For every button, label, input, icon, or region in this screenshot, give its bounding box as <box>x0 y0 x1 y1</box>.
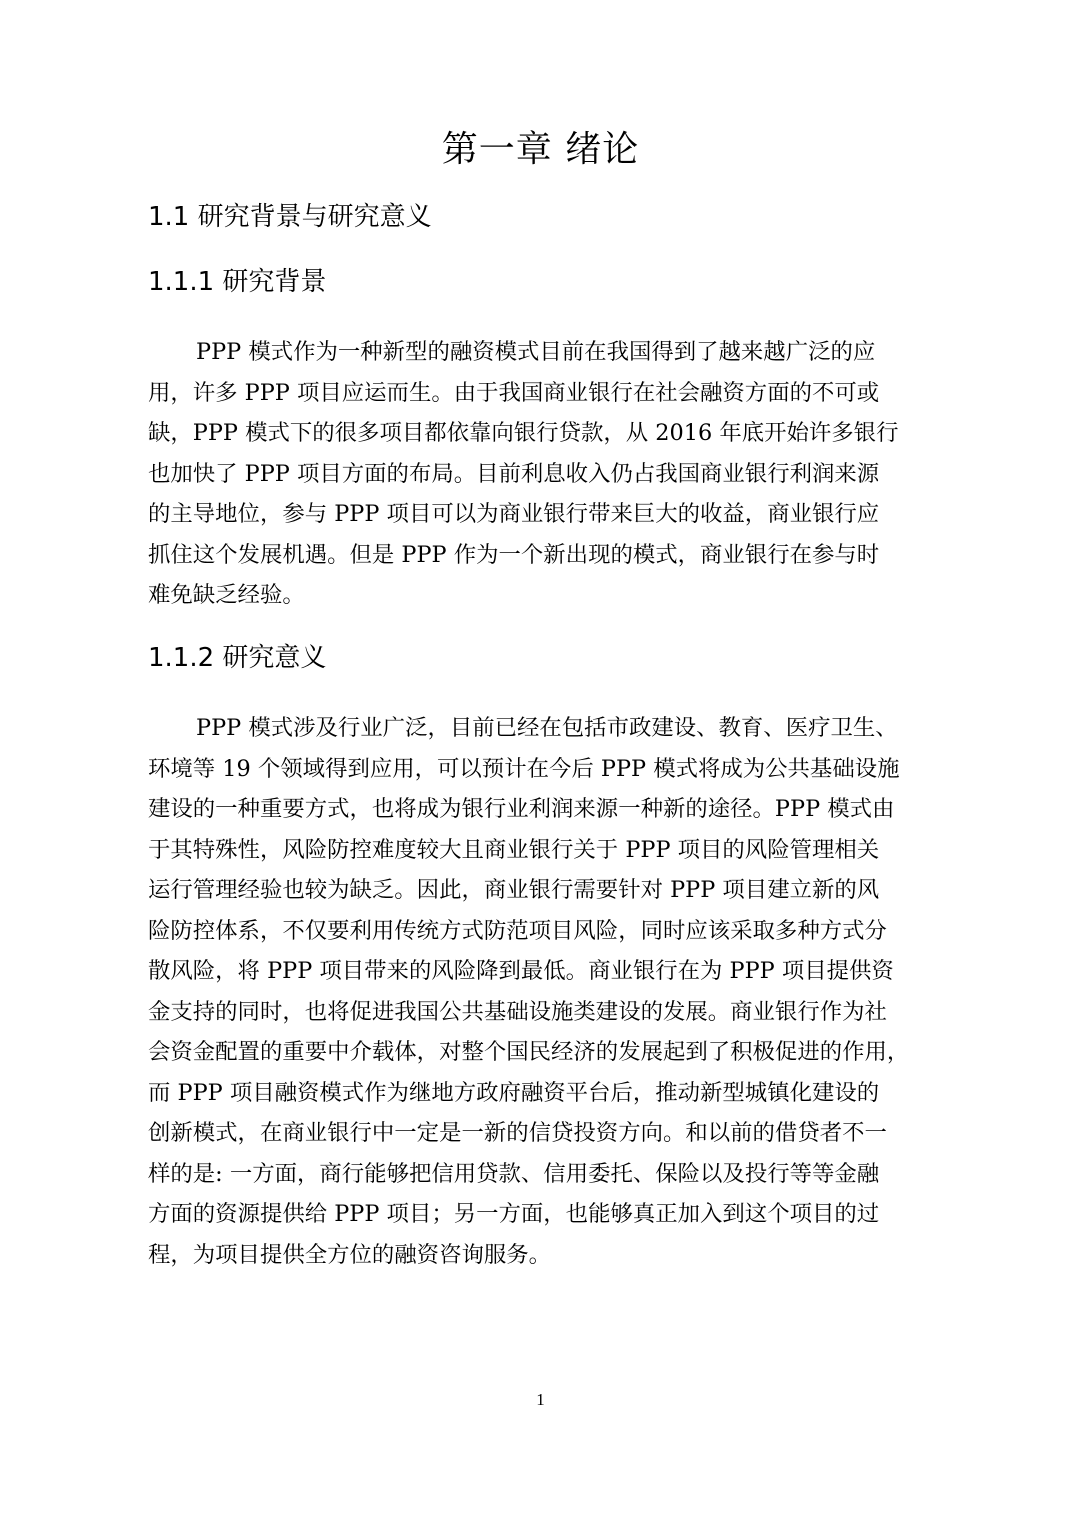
paragraph-line: 的主导地位，参与 PPP 项目可以为商业银行带来巨大的收益，商业银行应 <box>148 501 880 527</box>
chapter-title: 第一章 绪论 <box>441 129 640 170</box>
paragraph-line: 程，为项目提供全方位的融资咨询服务。 <box>148 1241 552 1268</box>
paragraph-line: 金支持的同时，也将促进我国公共基础设施类建设的发展。商业银行作为社 <box>148 998 887 1025</box>
paragraph-line: 运行管理经验也较为缺乏。因此，商业银行需要针对 PPP 项目建立新的风 <box>148 877 880 903</box>
paragraph-research-background <box>148 332 968 616</box>
paragraph-line: 用，许多 PPP 项目应运而生。由于我国商业银行在社会融资方面的不可或 <box>148 379 880 406</box>
paragraph-line: 于其特殊性，风险防控难度较大且商业银行关于 PPP 项目的风险管理相关 <box>148 836 880 863</box>
paragraph-line: 缺，PPP 模式下的很多项目都依靠向银行贷款，从 2016 年底开始许多银行 <box>148 420 899 446</box>
section-heading-1-1: 1.1 研究背景与研究意义 <box>148 202 432 232</box>
paragraph-line: 创新模式，在商业银行中一定是一新的信贷投资方向。和以前的借贷者不一 <box>148 1120 887 1146</box>
section-heading-1-1-2: 1.1.2 研究意义 <box>148 643 327 673</box>
paragraph-line: 环境等 19 个领域得到应用，可以预计在今后 PPP 模式将成为公共基础设施 <box>148 755 900 782</box>
paragraph-line: 也加快了 PPP 项目方面的布局。目前利息收入仍占我国商业银行利润来源 <box>148 460 880 487</box>
page-number: 1 <box>536 1390 545 1409</box>
paragraph-line: 而 PPP 项目融资模式作为继地方政府融资平台后，推动新型城镇化建设的 <box>148 1079 880 1106</box>
paragraph-line: 难免缺乏经验。 <box>148 582 305 608</box>
paragraph-line: 方面的资源提供给 PPP 项目；另一方面，也能够真正加入到这个项目的过 <box>148 1201 880 1227</box>
paragraph-line: 建设的一种重要方式，也将成为银行业利润来源一种新的途径。PPP 模式由 <box>148 796 895 822</box>
paragraph-line: 散风险，将 PPP 项目带来的风险降到最低。商业银行在为 PPP 项目提供资 <box>148 958 894 984</box>
paragraph-line: PPP 模式作为一种新型的融资模式目前在我国得到了越来越广泛的应 <box>196 339 876 365</box>
paragraph-research-significance <box>148 708 968 1275</box>
paragraph-line: 险防控体系，不仅要利用传统方式防范项目风险，同时应该采取多种方式分 <box>148 917 887 944</box>
paragraph-line: PPP 模式涉及行业广泛，目前已经在包括市政建设、教育、医疗卫生、 <box>196 715 898 741</box>
paragraph-line: 样的是: 一方面，商行能够把信用贷款、信用委托、保险以及投行等等金融 <box>148 1160 880 1187</box>
paragraph-line: 会资金配置的重要中介载体，对整个国民经济的发展起到了积极促进的作用， <box>148 1039 910 1065</box>
paragraph-line: 抓住这个发展机遇。但是 PPP 作为一个新出现的模式，商业银行在参与时 <box>148 541 880 568</box>
section-heading-1-1-1: 1.1.1 研究背景 <box>148 267 327 297</box>
